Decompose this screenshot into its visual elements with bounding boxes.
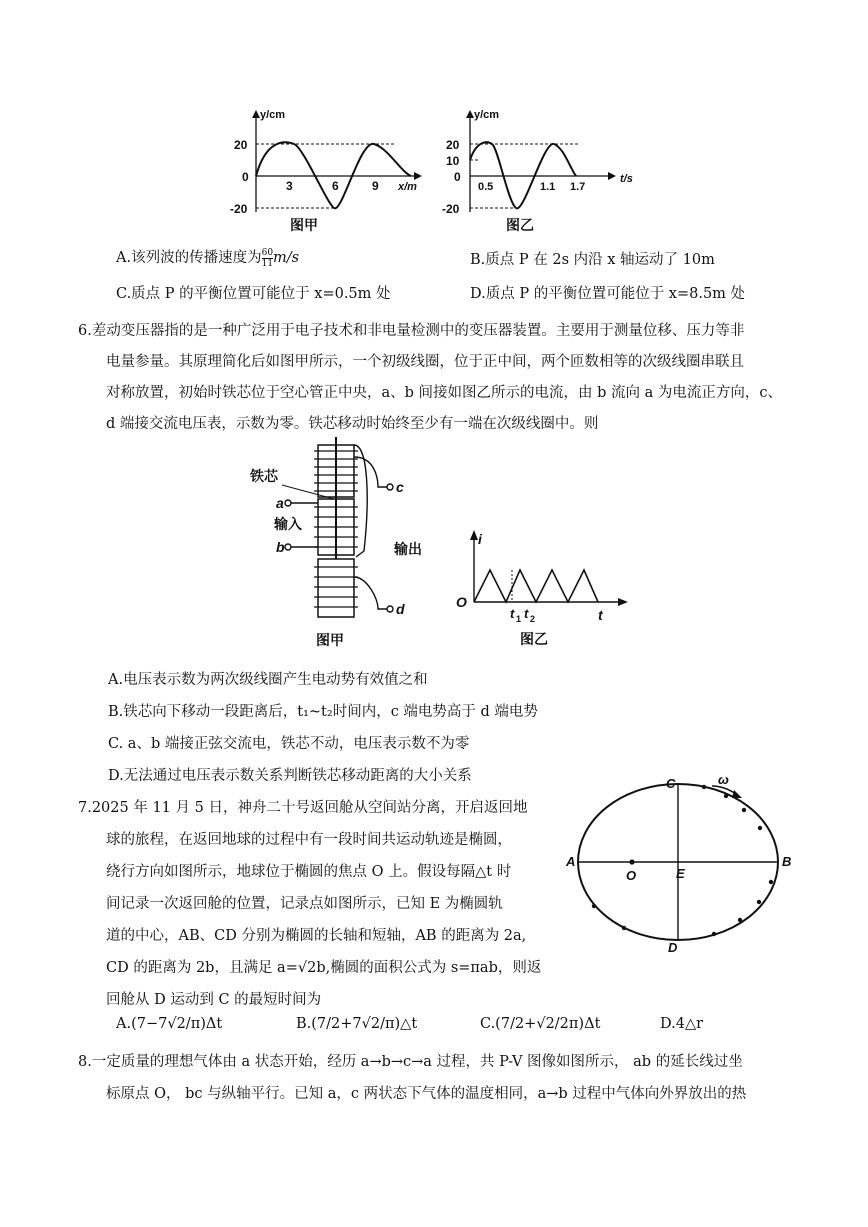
q5-jia-ylabel: y/cm [260,109,286,121]
q6-stem-1: 6.差动变压器指的是一种广泛用于电子技术和非电量检测中的变压器装置。主要用于测量位移、压力等非 [78,323,745,339]
q5-option-c: C.质点 P 的平衡位置可能位于 x=0.5m 处 [116,286,391,302]
q5-jia-y0: 0 [242,170,249,184]
q5-option-a-num: 60 [261,247,274,258]
q5-yi-y10: 10 [446,154,460,168]
q6-terminal-a: a [276,495,284,511]
q5-option-a-den: 11 [261,258,274,269]
q6-jia-caption: 图甲 [316,632,344,648]
q5-yi-y0: 0 [454,170,461,184]
q6-terminal-c: c [396,479,404,495]
q5-jia-y20: 20 [234,138,248,152]
q5-option-a-fraction [262,248,273,269]
q7-option-a: A.(7−7√2/π)Δt [116,1016,223,1032]
q6-option-c: C. a、b 端接正弦交流电，铁芯不动，电压表示数不为零 [108,736,470,752]
q5-option-a [116,246,299,269]
q5-option-a-unit: m/s [273,250,300,266]
q6-figure-yi [452,532,642,652]
q6-stem-2: 电量参量。其原理简化后如图甲所示，一个初级线圈，位于正中间，两个匝数相等的次级线圈串联且 [106,354,744,370]
q6-stem-3: 对称放置，初始时铁芯位于空心管正中央，a、b 间接如图乙所示的电流，由 b 流向 a 为电流正方向，c、 [106,385,783,401]
q6-figure-jia [238,437,438,652]
q6-yi-origin: O [456,594,467,610]
q7-point-o: O [626,868,637,883]
q6-yi-t-label: t [598,607,603,623]
q5-jia-x3: 3 [286,179,293,193]
q7-point-b: B [782,854,792,869]
q7-stem-3: 绕行方向如图所示，地球位于椭圆的焦点 O 上。假设每隔△t 时 [106,864,512,880]
q5-figure-yi [440,109,660,237]
q7-option-b: B.(7/2+7√2/π)△t [296,1016,418,1032]
q5-option-d: D.质点 P 的平衡位置可能位于 x=8.5m 处 [470,286,746,302]
q5-jia-x9: 9 [372,179,379,193]
q8-stem-1: 8.一定质量的理想气体由 a 状态开始，经历 a→b→c→a 过程，共 P-V 图像如图所示， ab 的延长线过坐 [78,1054,743,1070]
q7-ellipse-figure [566,772,796,956]
q5-jia-x6: 6 [332,179,339,193]
q7-point-d: D [668,940,678,955]
q6-yi-i-label: i [478,531,482,547]
q6-terminal-d: d [396,601,405,617]
q5-yi-x17: 1.7 [570,181,586,193]
q7-stem-2: 球的旅程，在返回地球的过程中有一段时间共运动轨迹是椭圆， [106,832,512,848]
q7-option-c: C.(7/2+√2/2π)Δt [480,1016,601,1032]
q6-core-label: 铁芯 [250,468,278,484]
q5-yi-y-20: -20 [442,202,460,216]
q5-jia-xlabel: x/m [398,181,417,193]
q7-stem-6: CD 的距离为 2b，且满足 a=√2b,椭圆的面积公式为 s=πab，则返 [106,960,542,976]
q6-stem-4: d 端接交流电压表，示数为零。铁芯移动时始终至少有一端在次级线圈中。则 [106,416,599,432]
q6-option-d: D.无法通过电压表示数关系判断铁芯移动距离的大小关系 [108,768,472,784]
q6-option-a: A.电压表示数为两次级线圈产生电动势有效值之和 [108,672,428,688]
q5-jia-y-20: -20 [230,202,248,216]
q6-output-label: 输出 [394,541,422,557]
q5-jia-caption: 图甲 [290,217,318,233]
q7-point-e: E [676,866,685,881]
q6-input-label: 输入 [274,516,302,532]
q5-yi-caption: 图乙 [506,217,534,233]
q5-yi-x11: 1.1 [540,181,556,193]
q5-option-b: B.质点 P 在 2s 内沿 x 轴运动了 10m [470,252,715,268]
q5-yi-ylabel: y/cm [474,109,500,121]
q7-point-a: A [566,854,576,869]
q6-yi-t2-sub: 2 [530,614,536,624]
q5-yi-y20: 20 [446,138,460,152]
q6-yi-t1: t [510,606,515,621]
q7-stem-4: 间记录一次返回舱的位置，记录点如图所示，已知 E 为椭圆轨 [106,896,503,912]
q7-stem-5: 道的中心，AB、CD 分别为椭圆的长轴和短轴，AB 的距离为 2a, [106,928,527,944]
q7-stem-1: 7.2025 年 11 月 5 日，神舟二十号返回舱从空间站分离，开启返回地 [78,800,528,816]
q7-option-d: D.4△r [660,1016,704,1032]
q7-point-c: C [666,776,676,791]
q6-yi-caption: 图乙 [520,631,548,647]
q6-yi-t1-sub: 1 [516,614,522,624]
q7-omega: ω [718,772,729,787]
q5-option-a-text: A.该列波的传播速度为 [116,250,262,266]
q6-terminal-b: b [276,539,285,555]
q5-figure-jia [226,109,426,237]
q6-option-b: B.铁芯向下移动一段距离后，t₁~t₂时间内，c 端电势高于 d 端电势 [108,704,538,720]
q7-stem-7: 回舱从 D 运动到 C 的最短时间为 [106,992,322,1008]
q6-yi-t2: t [524,606,529,621]
q8-stem-2: 标原点 O， bc 与纵轴平行。已知 a，c 两状态下气体的温度相同，a→b 过程中气体向外界放出的热 [106,1086,747,1102]
q5-yi-x05: 0.5 [478,181,494,193]
q5-yi-xlabel: t/s [620,173,633,185]
